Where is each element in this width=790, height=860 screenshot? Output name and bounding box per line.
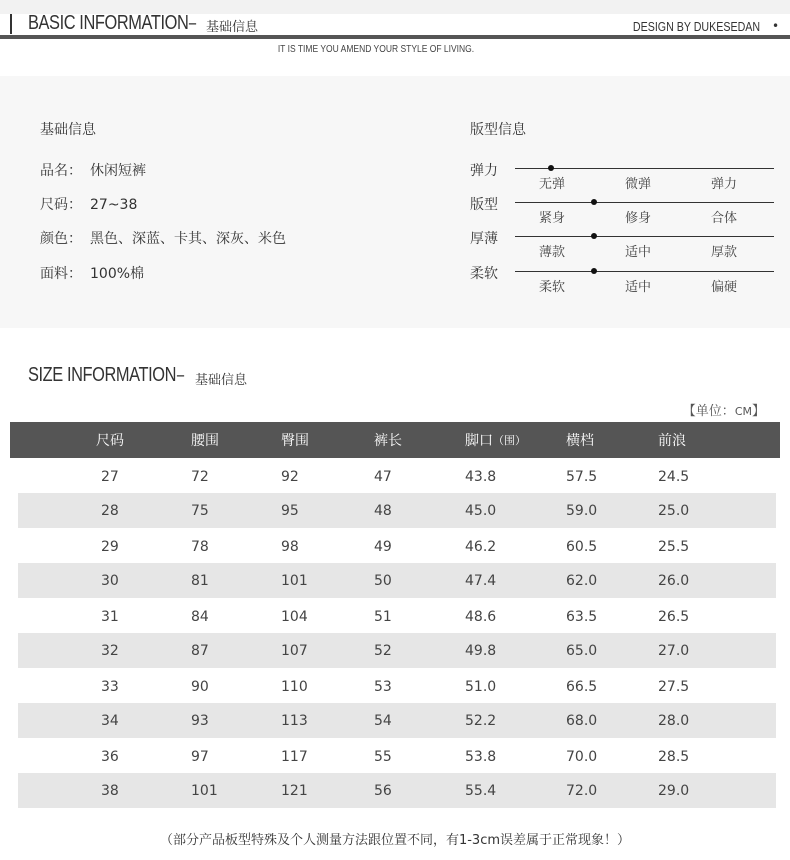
table-cell: 70.0	[566, 749, 598, 765]
header-rule	[0, 35, 790, 39]
table-row	[18, 563, 776, 598]
table-cell: 101	[191, 782, 218, 799]
size-information-title: SIZE INFORMATION	[28, 364, 177, 386]
table-cell: 104	[281, 609, 308, 625]
scale-label: 厚薄	[470, 231, 498, 247]
header-waist: 腰围	[191, 433, 219, 449]
scale-option: 厚款	[711, 245, 738, 260]
table-row	[18, 461, 776, 493]
size-table	[10, 422, 780, 799]
table-cell: 110	[281, 679, 308, 695]
table-cell: 29.0	[658, 782, 690, 799]
info-value: 27~38	[90, 197, 138, 213]
table-cell: 28.0	[658, 712, 690, 729]
table-cell: 92	[281, 469, 299, 485]
basic-information-subtitle: 基础信息	[206, 20, 259, 35]
table-cell: 47.4	[465, 572, 497, 589]
table-cell: 56	[374, 782, 392, 799]
scale-line	[515, 202, 774, 203]
table-cell: 27.0	[658, 642, 690, 659]
table-cell: 50	[374, 572, 392, 589]
size-information-subtitle: 基础信息	[195, 373, 248, 388]
info-row-color	[40, 228, 286, 248]
table-cell: 52	[374, 642, 392, 659]
table-cell: 46.2	[465, 538, 497, 555]
header-length: 裤长	[374, 433, 402, 449]
table-cell: 31	[101, 609, 119, 625]
table-cell: 28.5	[658, 749, 690, 765]
scale-option: 薄款	[539, 245, 566, 260]
scale-marker	[548, 165, 554, 171]
basic-information-title: BASIC INFORMATION	[28, 12, 189, 34]
title-dash: –	[188, 13, 197, 34]
table-cell: 98	[281, 538, 299, 555]
header-accent-bar	[10, 14, 12, 34]
table-row	[18, 530, 776, 563]
unit-suffix: 】	[751, 404, 765, 419]
table-cell: 29	[101, 538, 119, 555]
table-cell: 49	[374, 538, 392, 555]
table-cell: 97	[191, 749, 209, 765]
info-key: 品名：	[40, 163, 82, 179]
table-cell: 53	[374, 679, 392, 695]
scale-option: 柔软	[539, 280, 566, 295]
info-key: 颜色：	[40, 231, 82, 247]
page-header	[0, 0, 790, 80]
header-leg-opening-label: 脚口	[465, 433, 493, 449]
info-value: 100%棉	[90, 266, 145, 282]
scale-label: 弹力	[470, 163, 498, 179]
unit-prefix: 【单位：	[682, 404, 735, 419]
measurement-note: （部分产品板型特殊及个人测量方法跟位置不同，有1-3cm误差属于正常现象！）	[159, 833, 631, 848]
scale-marker	[591, 233, 597, 239]
info-value: 黑色、深蓝、卡其、深灰、米色	[90, 231, 286, 247]
table-cell: 62.0	[566, 572, 598, 589]
table-cell: 25.5	[658, 538, 690, 555]
table-cell: 30	[101, 572, 119, 589]
table-cell: 90	[191, 679, 209, 695]
scale-option: 修身	[625, 211, 652, 226]
table-cell: 45.0	[465, 502, 497, 519]
header-leg-opening	[465, 422, 526, 458]
table-cell: 27.5	[658, 679, 690, 695]
table-cell: 87	[191, 642, 209, 659]
header-leg-opening-note: （围）	[493, 434, 526, 447]
scale-line	[515, 271, 774, 272]
table-cell: 81	[191, 572, 209, 589]
table-cell: 95	[281, 502, 299, 519]
table-cell: 34	[101, 712, 119, 729]
table-cell: 113	[281, 712, 308, 729]
info-key: 面料：	[40, 266, 82, 282]
scale-option: 无弹	[539, 177, 566, 192]
info-value: 休闲短裤	[90, 163, 146, 179]
table-cell: 25.0	[658, 502, 690, 519]
header-thigh: 横档	[566, 433, 594, 449]
table-cell: 51	[374, 609, 392, 625]
table-cell: 36	[101, 749, 119, 765]
table-cell: 101	[281, 572, 308, 589]
table-cell: 32	[101, 642, 119, 659]
info-row-size	[40, 194, 137, 214]
table-cell: 54	[374, 712, 392, 729]
table-cell: 117	[281, 749, 308, 765]
scale-marker	[591, 199, 597, 205]
scale-option: 微弹	[625, 177, 652, 192]
table-cell: 49.8	[465, 642, 497, 659]
table-cell: 43.8	[465, 469, 497, 485]
fit-info-heading: 版型信息	[470, 122, 526, 138]
info-row-fabric	[40, 263, 144, 283]
fit-style-scale	[470, 194, 775, 224]
designer-dot: •	[772, 19, 780, 33]
slogan: IT IS TIME YOU AMEND YOUR STYLE OF LIVING.	[277, 44, 475, 55]
scale-option: 弹力	[711, 177, 738, 192]
scale-line	[515, 236, 774, 237]
table-cell: 24.5	[658, 469, 690, 485]
info-key: 尺码：	[40, 197, 82, 213]
table-cell: 66.5	[566, 679, 598, 695]
table-cell: 53.8	[465, 749, 497, 765]
designer-credit: DESIGN BY DUKESEDAN	[632, 19, 760, 34]
table-header	[10, 422, 780, 458]
table-cell: 60.5	[566, 538, 598, 555]
table-cell: 78	[191, 538, 209, 555]
scale-option: 偏硬	[711, 280, 738, 295]
table-cell: 84	[191, 609, 209, 625]
info-row-name	[40, 160, 146, 180]
header-size: 尺码	[96, 433, 124, 449]
unit-label	[683, 400, 765, 419]
header-hip: 臀围	[281, 433, 309, 449]
scale-option: 适中	[625, 280, 652, 295]
table-cell: 27	[101, 469, 119, 485]
table-row	[18, 493, 776, 528]
size-information-header	[0, 360, 790, 390]
table-cell: 72.0	[566, 782, 598, 799]
table-cell: 121	[281, 782, 308, 799]
table-row	[18, 671, 776, 703]
table-cell: 48	[374, 502, 392, 519]
table-cell: 59.0	[566, 502, 598, 519]
scale-option: 合体	[711, 211, 738, 226]
table-row	[18, 741, 776, 773]
table-cell: 52.2	[465, 712, 497, 729]
scale-label: 柔软	[470, 266, 498, 282]
table-cell: 26.0	[658, 572, 690, 589]
table-cell: 72	[191, 469, 209, 485]
size-title-dash: –	[176, 365, 185, 386]
table-cell: 48.6	[465, 609, 497, 625]
fit-elasticity-scale	[470, 160, 775, 190]
table-row	[18, 633, 776, 668]
table-row	[18, 773, 776, 808]
unit-value: CM	[734, 405, 752, 418]
table-cell: 65.0	[566, 642, 598, 659]
table-cell: 93	[191, 712, 209, 729]
table-cell: 107	[281, 642, 308, 659]
scale-option: 紧身	[539, 211, 566, 226]
scale-marker	[591, 268, 597, 274]
table-cell: 38	[101, 782, 119, 799]
basic-info-heading: 基础信息	[40, 122, 96, 138]
fit-softness-scale	[470, 263, 775, 293]
table-cell: 51.0	[465, 679, 497, 695]
table-row	[18, 601, 776, 633]
table-row	[18, 703, 776, 738]
table-cell: 26.5	[658, 609, 690, 625]
basic-info-panel	[0, 76, 790, 328]
table-cell: 28	[101, 502, 119, 519]
table-cell: 47	[374, 469, 392, 485]
table-cell: 63.5	[566, 609, 598, 625]
table-cell: 55	[374, 749, 392, 765]
table-cell: 57.5	[566, 469, 598, 485]
table-cell: 55.4	[465, 782, 497, 799]
header-front-rise: 前浪	[658, 433, 686, 449]
table-cell: 75	[191, 502, 209, 519]
table-cell: 68.0	[566, 712, 598, 729]
scale-label: 版型	[470, 197, 498, 213]
scale-option: 适中	[625, 245, 652, 260]
table-cell: 33	[101, 679, 119, 695]
fit-thickness-scale	[470, 228, 775, 258]
